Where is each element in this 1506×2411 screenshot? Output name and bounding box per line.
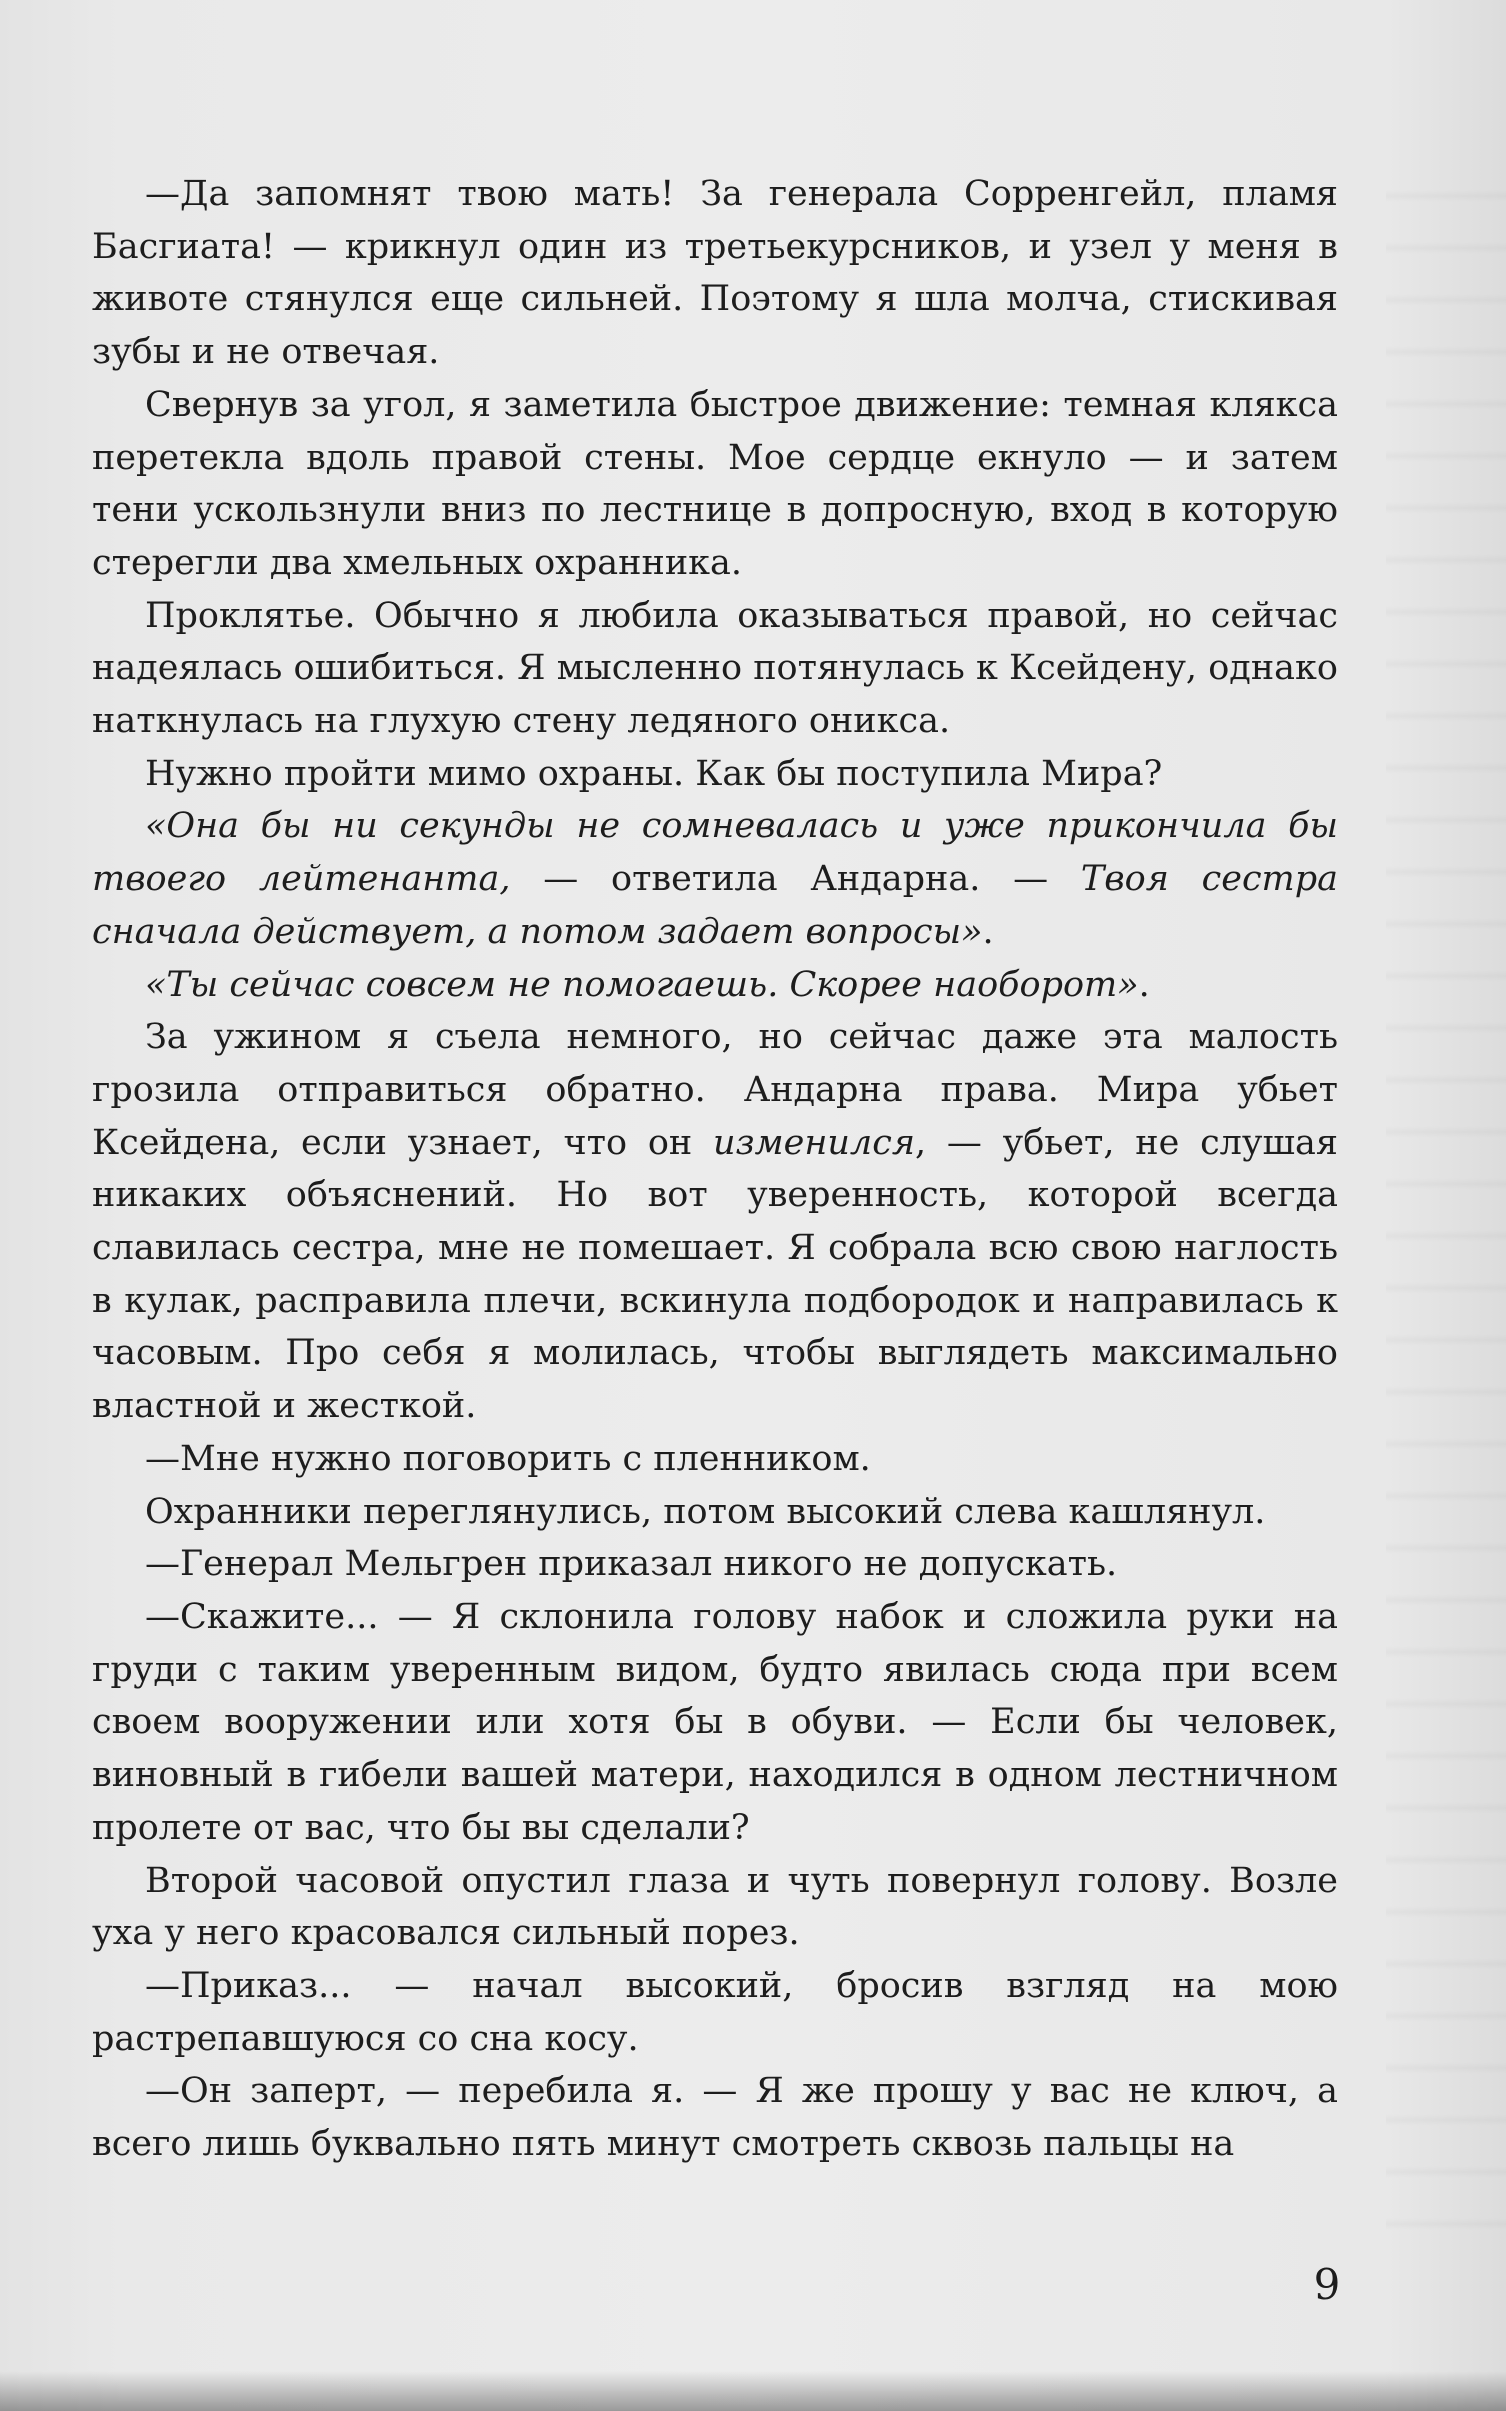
paragraph xyxy=(92,1591,1338,1855)
text-run: —Да запомнят твою мать! За генерала Сорренгейл, пламя Басгиата! — крикнул один из третьекурсников, и узел у меня в животе стянулся еще сильней. Поэтому я шла молча, стискивая зубы и не отвечая. xyxy=(92,174,1338,373)
paragraph xyxy=(92,1855,1338,1960)
italic-text: изменился xyxy=(712,1122,915,1163)
text-run: , — убьет, не слушая никаких объяснений. Но вот уверенность, которой всегда славилась сестра, мне не помешает. Я собрала всю свою наглость в кулак, расправила плечи, вскинула подбородок и направилась к часовым. Про себя я молилась, чтобы выглядеть максимально властной и жесткой. xyxy=(92,1122,1338,1427)
text-run: —Скажите... — Я склонила голову набок и сложила руки на груди с таким уверенным видом, будто явилась сюда при всем своем вооружении или хотя бы в обуви. — Если бы человек, виновный в гибели вашей матери, находился в одном лестничном пролете от вас, что бы вы сделали? xyxy=(92,1596,1338,1848)
italic-text: Твоя сестра сначала действует, а потом задает вопросы» xyxy=(92,859,1339,952)
paragraph xyxy=(92,590,1338,748)
text-run: Свернув за угол, я заметила быстрое движение: темная клякса перетекла вдоль правой стены. Мое сердце екнуло — и затем тени ускользнули вниз по лестнице в допросную, вход в которую стерегли два хмельных охранника. xyxy=(92,384,1338,583)
italic-text: «Ты сейчас совсем не помогаешь. Скорее наоборот» xyxy=(145,964,1139,1005)
text-run: За ужином я съела немного, но сейчас даже эта малость грозила отправиться обратно. Андарна права. Мира убьет Ксейдена, если узнает, что он xyxy=(92,1017,1338,1163)
text-run: Проклятье. Обычно я любила оказываться правой, но сейчас надеялась ошибиться. Я мысленно потянулась к Ксейдену, однако наткнулась на глухую стену ледяного оникса. xyxy=(92,595,1338,742)
paragraph xyxy=(92,748,1338,801)
body-text xyxy=(92,168,1338,2171)
paragraph xyxy=(92,1486,1338,1539)
text-run: . xyxy=(982,911,994,952)
page-edge-shadow xyxy=(0,2371,1506,2411)
paragraph xyxy=(92,959,1338,1012)
text-run: —Генерал Мельгрен приказал никого не допускать. xyxy=(145,1544,1118,1585)
paragraph xyxy=(92,379,1338,590)
text-run: . xyxy=(1138,964,1150,1005)
paragraph xyxy=(92,2065,1338,2170)
page-number: 9 xyxy=(1313,2260,1341,2309)
paragraph xyxy=(92,1960,1338,2065)
paragraph xyxy=(92,800,1338,958)
text-run: —Он заперт, — перебила я. — Я же прошу у вас не ключ, а всего лишь буквально пять минут смотреть сквозь пальцы на xyxy=(92,2071,1338,2165)
text-run: Второй часовой опустил глаза и чуть повернул голову. Возле уха у него красовался сильный порез. xyxy=(92,1860,1338,1954)
text-run: Нужно пройти мимо охраны. Как бы поступила Мира? xyxy=(145,753,1163,794)
text-run: —Приказ... — начал высокий, бросив взгляд на мою растрепавшуюся со сна косу. xyxy=(92,1965,1338,2059)
italic-text: «Она бы ни секунды не сомневалась и уже прикончила бы твоего лейтенанта, xyxy=(92,806,1338,900)
text-run: — ответила Андарна. — xyxy=(510,859,1081,900)
show-through-text xyxy=(1386,150,1506,2250)
paragraph xyxy=(92,168,1338,379)
paragraph xyxy=(92,1538,1338,1591)
text-run: —Мне нужно поговорить с пленником. xyxy=(145,1438,871,1479)
text-run: Охранники переглянулись, потом высокий слева кашлянул. xyxy=(145,1491,1266,1532)
paragraph xyxy=(92,1433,1338,1486)
paragraph xyxy=(92,1011,1338,1433)
